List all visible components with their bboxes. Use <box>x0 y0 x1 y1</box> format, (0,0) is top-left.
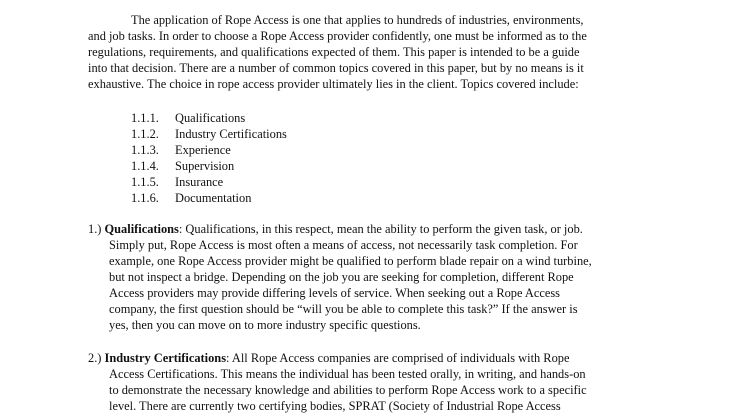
intro-line: The application of Rope Access is one that applies to hundreds of industries, environments, <box>131 13 584 27</box>
topic-number: 1.1.1. <box>131 111 159 125</box>
topic-item-supervision <box>131 158 287 174</box>
section-line: level. There are currently two certifying bodies, SPRAT (Society of Industrial Rope Access <box>109 399 561 413</box>
topic-number: 1.1.6. <box>131 191 159 205</box>
intro-paragraph <box>88 12 660 92</box>
section-line: Access Certifications. This means the individual has been tested orally, in writing, and hands-on <box>109 367 586 381</box>
topic-label: Experience <box>175 143 231 157</box>
topic-number: 1.1.2. <box>131 127 159 141</box>
topic-label: Insurance <box>175 175 224 189</box>
section-text: : Qualifications, in this respect, mean the ability to perform the given task, or job. <box>178 222 583 236</box>
topic-number: 1.1.4. <box>131 159 159 173</box>
topics-list <box>131 110 287 206</box>
section-number: 1.) <box>88 222 102 236</box>
section-first-line <box>88 350 668 366</box>
section-line: example, one Rope Access provider might be qualified to perform blade repair on a wind turbine, <box>109 254 592 268</box>
topic-label: Qualifications <box>175 111 246 125</box>
topic-item-industry-certifications <box>131 126 287 142</box>
topic-label: Documentation <box>175 191 252 205</box>
section-text: : All Rope Access companies are comprised of individuals with Rope <box>226 351 570 365</box>
section-line: to demonstrate the necessary knowledge and abilities to perform Rope Access work to a specific <box>109 383 587 397</box>
topic-number: 1.1.3. <box>131 143 159 157</box>
section-line: but not inspect a bridge. Depending on the job you are seeking for completion, different Rope <box>109 270 574 284</box>
topic-item-insurance <box>131 174 287 190</box>
section-line: yes, then you can move on to more industry specific questions. <box>109 318 421 332</box>
section-line: company, the first question should be “will you be able to complete this task?” If the answer is <box>109 302 578 316</box>
intro-line: exhaustive. The choice in rope access provider ultimately lies in the client. Topics covered include: <box>88 77 579 91</box>
section-number: 2.) <box>88 351 102 365</box>
intro-line: regulations, requirements, and qualifications expected of them. This paper is intended to be a guide <box>88 45 580 59</box>
section-first-line <box>88 221 668 237</box>
section-qualifications <box>88 221 668 333</box>
topic-label: Industry Certifications <box>175 127 287 141</box>
intro-line: into that decision. There are a number of common topics covered in this paper, but by no means is it <box>88 61 584 75</box>
topic-item-qualifications <box>131 110 287 126</box>
topic-label: Supervision <box>175 159 235 173</box>
section-heading: Industry Certifications <box>104 351 227 365</box>
topic-item-experience <box>131 142 287 158</box>
section-line: Simply put, Rope Access is most often a means of access, not necessarily task completion. For <box>109 238 578 252</box>
section-line: Access providers may provide differing levels of service. When seeking out a Rope Access <box>109 286 560 300</box>
intro-line: and job tasks. In order to choose a Rope Access provider confidently, one must be informed as to the <box>88 29 587 43</box>
topic-item-documentation <box>131 190 287 206</box>
section-industry-certifications <box>88 350 668 414</box>
section-heading: Qualifications <box>104 222 179 236</box>
topic-number: 1.1.5. <box>131 175 159 189</box>
